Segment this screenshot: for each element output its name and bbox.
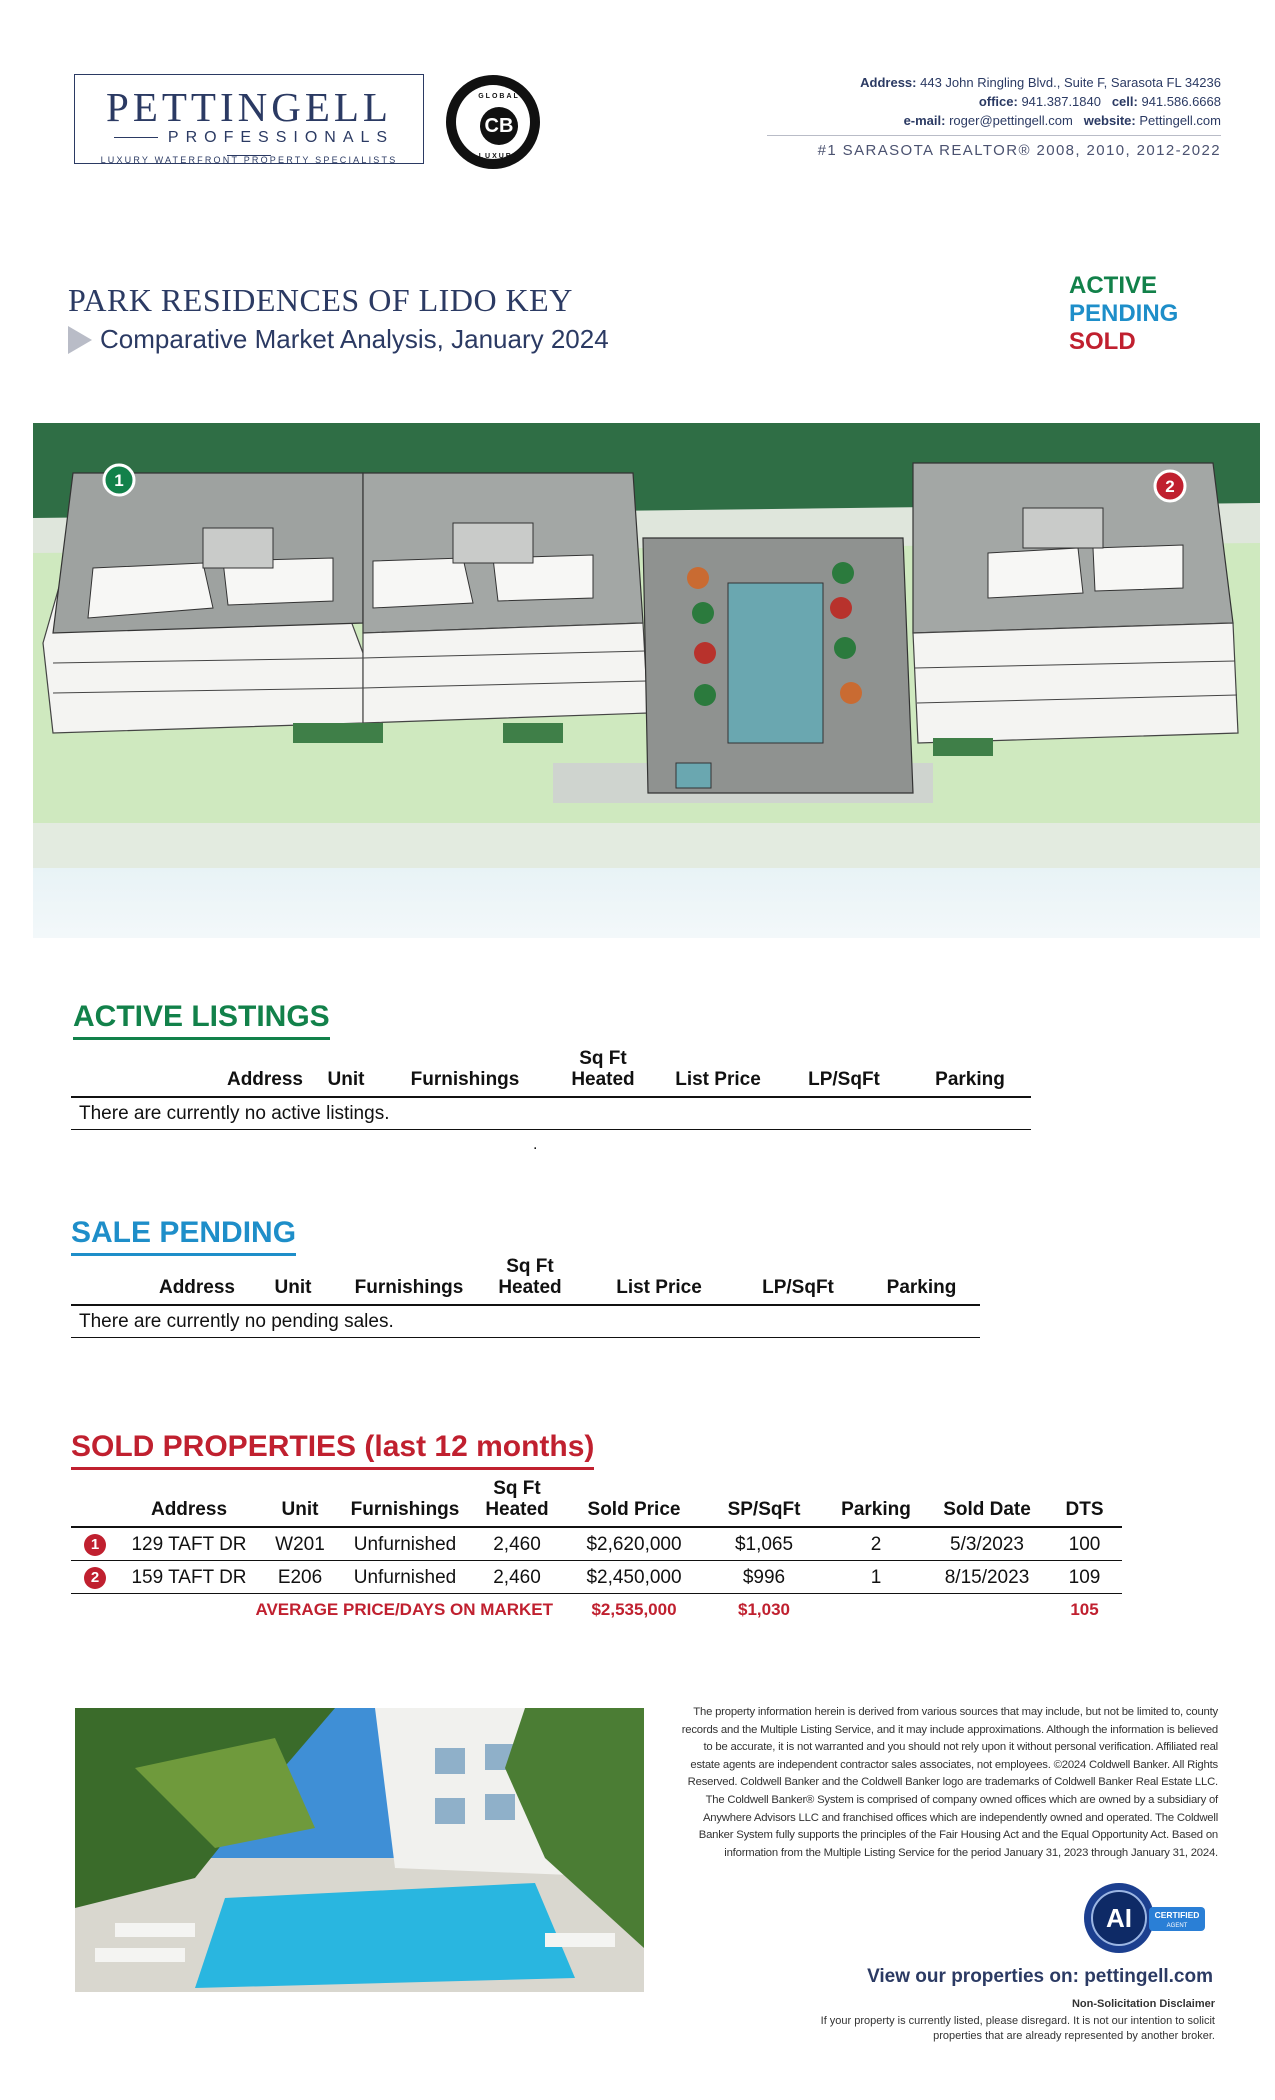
cell-sold-date: 8/15/2023 xyxy=(944,1566,1030,1588)
col-unit: Unit xyxy=(274,1277,312,1298)
cell-sold-date: 5/3/2023 xyxy=(950,1533,1024,1555)
cell-sold-price: $2,620,000 xyxy=(586,1533,682,1555)
col-parking: Parking xyxy=(841,1499,911,1520)
email-label: e-mail: xyxy=(903,113,946,128)
office-phone[interactable]: 941.387.1840 xyxy=(1021,94,1101,109)
col-sp-sqft: SP/SqFt xyxy=(727,1499,801,1520)
address-label: Address: xyxy=(860,75,917,90)
status-legend xyxy=(1069,272,1178,356)
average-label: AVERAGE PRICE/DAYS ON MARKET xyxy=(255,1600,553,1619)
aerial-site-rendering xyxy=(33,423,1260,938)
cell-sqft: 2,460 xyxy=(493,1533,541,1555)
col-sqft-line2: Heated xyxy=(485,1499,549,1520)
row-number-badge: 1 xyxy=(84,1534,106,1556)
aerial-illustration xyxy=(33,423,1260,938)
stray-mark: . xyxy=(533,1136,538,1153)
table-row xyxy=(71,1527,1122,1561)
active-listings-heading: ACTIVE LISTINGS xyxy=(73,1000,330,1040)
average-sp-sqft: $1,030 xyxy=(738,1600,790,1619)
active-listings-table xyxy=(71,1048,1031,1130)
ai-certified-agent-badge xyxy=(1081,1880,1209,1956)
col-dts: DTS xyxy=(1065,1499,1104,1520)
email-link[interactable]: roger@pettingell.com xyxy=(949,113,1073,128)
cb-monogram-icon: CB xyxy=(480,107,518,145)
col-unit: Unit xyxy=(327,1069,365,1090)
table-header-row xyxy=(71,1048,1031,1097)
col-sqft-line2: Heated xyxy=(571,1069,635,1090)
ai-badge-icon xyxy=(1081,1880,1209,1956)
col-parking: Parking xyxy=(935,1069,1005,1090)
cell-address: 159 TAFT DR xyxy=(131,1566,247,1588)
table-header-row xyxy=(71,1256,980,1305)
table-row xyxy=(71,1305,980,1338)
cell-label: cell: xyxy=(1111,94,1138,109)
table-row xyxy=(71,1561,1122,1594)
logo-sub: PROFESSIONALS xyxy=(75,129,423,165)
cell-parking: 1 xyxy=(870,1566,882,1588)
cell-furnishings: Unfurnished xyxy=(353,1533,457,1555)
address-line xyxy=(860,73,1221,92)
average-row xyxy=(71,1594,1122,1626)
cell-sp-sqft: $996 xyxy=(742,1566,786,1588)
cell-address: 129 TAFT DR xyxy=(131,1533,247,1555)
col-sqft xyxy=(469,1478,565,1527)
legend-active: ACTIVE xyxy=(1069,272,1158,299)
aerial-marker-1: 1 xyxy=(114,471,124,490)
page-title: PARK RESIDENCES OF LIDO KEY xyxy=(68,282,573,318)
cell-dts: 100 xyxy=(1068,1533,1101,1555)
row-number-badge: 2 xyxy=(84,1567,106,1589)
non-solicitation-text: If your property is currently listed, please disregard. It is not our intention to solicit properties that are already represented by another broker. xyxy=(820,2015,1215,2042)
col-furnishings: Furnishings xyxy=(350,1499,460,1520)
website-label: website: xyxy=(1083,113,1136,128)
table-header-row xyxy=(71,1478,1122,1527)
website-link[interactable]: Pettingell.com xyxy=(1139,113,1221,128)
cell-phone[interactable]: 941.586.6668 xyxy=(1141,94,1221,109)
col-sqft xyxy=(475,1256,585,1305)
aerial-marker-2: 2 xyxy=(1165,477,1175,496)
address-value: 443 John Ringling Blvd., Suite F, Sarasota FL 34236 xyxy=(920,75,1221,90)
col-sold-price: Sold Price xyxy=(587,1499,681,1520)
legend-sold: SOLD xyxy=(1069,328,1136,355)
col-lp-sqft: LP/SqFt xyxy=(762,1277,834,1298)
logo-name: PETTINGELL xyxy=(106,84,392,130)
legal-disclaimer: The property information herein is derived from various sources that may include, but not be limited to, county records and the Multiple Listing Service, and it may include approximations. Although the information is believed to be accurate, it is not warranted and you should not rely upon it without personal verification. Affiliated real estate agents are independent contractor sales associates, not employees. ©2024 Coldwell Banker. All Rights Reserved. Coldwell Banker and the Coldwell Banker logo are trademarks of Coldwell Banker Real Estate LLC. The Coldwell Banker® System is comprised of company owned offices which are owned by a subsidiary of Anywhere Advisors LLC and franchised offices which are independently owned and operated. The Coldwell Banker System fully supports the principles of the Fair Housing Act and the Equal Opportunity Act. Based on information from the Multiple Listing Service for the period January 31, 2023 through January 31, 2024. xyxy=(681,1706,1218,1859)
cell-furnishings: Unfurnished xyxy=(353,1566,457,1588)
logo-tagline: LUXURY WATERFRONT PROPERTY SPECIALISTS xyxy=(100,155,398,165)
contact-divider xyxy=(767,135,1221,136)
col-list-price: List Price xyxy=(675,1069,761,1090)
col-list-price: List Price xyxy=(616,1277,702,1298)
coldwell-banker-global-luxury-badge xyxy=(446,75,540,169)
cell-dts: 109 xyxy=(1068,1566,1101,1588)
no-pending-note: There are currently no pending sales. xyxy=(79,1311,394,1332)
cell-sqft: 2,460 xyxy=(493,1566,541,1588)
sold-properties-table xyxy=(71,1478,1122,1625)
pool-photo xyxy=(75,1708,644,1992)
col-lp-sqft: LP/SqFt xyxy=(808,1069,880,1090)
col-address: Address xyxy=(226,1069,303,1090)
sale-pending-table xyxy=(71,1256,980,1338)
col-furnishings: Furnishings xyxy=(410,1069,520,1090)
non-solicitation-title: Non-Solicitation Disclaimer xyxy=(1071,1998,1215,2010)
legend-pending: PENDING xyxy=(1069,300,1179,327)
col-sqft xyxy=(549,1048,657,1097)
col-address: Address xyxy=(158,1277,235,1298)
col-sold-date: Sold Date xyxy=(943,1499,1031,1520)
col-unit: Unit xyxy=(281,1499,319,1520)
average-dts: 105 xyxy=(1070,1600,1099,1619)
view-properties-link[interactable]: View our properties on: pettingell.com xyxy=(867,1966,1213,1987)
badge-bottom-text: LUXURY xyxy=(478,153,520,160)
cell-sold-price: $2,450,000 xyxy=(586,1566,682,1588)
play-arrow-icon xyxy=(68,326,92,354)
page-subtitle: Comparative Market Analysis, January 2024 xyxy=(100,324,609,354)
col-sqft-line1: Sq Ft xyxy=(579,1048,627,1069)
cell-unit: W201 xyxy=(275,1533,325,1555)
phone-line xyxy=(860,92,1221,111)
pool-photo-illustration xyxy=(75,1708,644,1992)
contact-block xyxy=(860,73,1221,130)
badge-top-text: GLOBAL xyxy=(478,93,520,100)
col-address: Address xyxy=(150,1499,228,1520)
col-sqft-line1: Sq Ft xyxy=(493,1478,541,1499)
office-label: office: xyxy=(978,94,1018,109)
cell-sp-sqft: $1,065 xyxy=(734,1533,794,1555)
badge-inner-ring xyxy=(456,85,530,159)
email-line xyxy=(860,111,1221,130)
no-active-note: There are currently no active listings. xyxy=(79,1103,390,1124)
ai-badge-text-2: AGENT xyxy=(1166,1923,1188,1929)
ai-badge-text-1: CERTIFIED xyxy=(1154,1910,1200,1920)
ai-badge-letters: AI xyxy=(1106,1903,1132,1933)
realtor-award-line: #1 SARASOTA REALTOR® 2008, 2010, 2012-2022 xyxy=(817,142,1221,159)
col-sqft-line2: Heated xyxy=(498,1277,562,1298)
table-row xyxy=(71,1097,1031,1130)
col-parking: Parking xyxy=(886,1277,957,1298)
average-price: $2,535,000 xyxy=(591,1600,677,1619)
col-sqft-line1: Sq Ft xyxy=(506,1256,554,1277)
cell-unit: E206 xyxy=(277,1566,323,1588)
sale-pending-heading: SALE PENDING xyxy=(71,1216,296,1256)
cell-parking: 2 xyxy=(870,1533,882,1555)
company-logo xyxy=(74,74,424,164)
sold-properties-heading: SOLD PROPERTIES (last 12 months) xyxy=(71,1430,594,1470)
col-furnishings: Furnishings xyxy=(354,1277,464,1298)
